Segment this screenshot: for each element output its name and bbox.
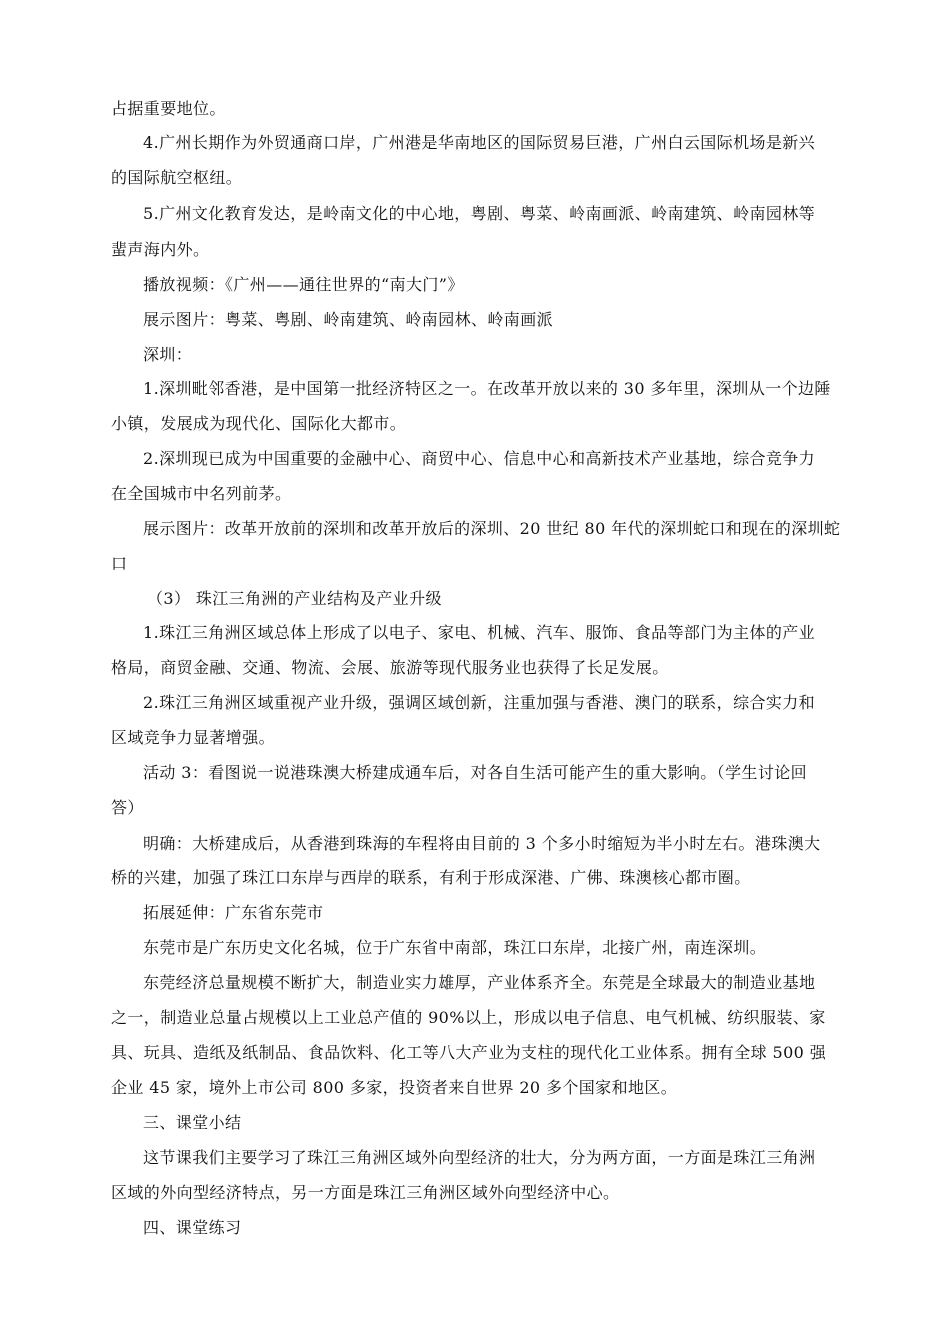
text-line: 1.珠江三角洲区域总体上形成了以电子、家电、机械、汽车、服饰、食品等部门为主体的产业 — [143, 623, 816, 642]
text-line: 播放视频：《广州——通往世界的“南大门”》 — [143, 275, 464, 294]
text-line: 具、玩具、造纸及纸制品、食品饮料、化工等八大产业为支柱的现代化工业体系。拥有全球 500 强 — [111, 1043, 827, 1062]
text-line: 格局，商贸金融、交通、物流、会展、旅游等现代服务业也获得了长足发展。 — [111, 658, 669, 677]
text-line: 2.深圳现已成为中国重要的金融中心、商贸中心、信息中心和高新技术产业基地，综合竞争力 — [143, 449, 816, 468]
text-line: 展示图片：粤菜、粤剧、岭南建筑、岭南园林、岭南画派 — [143, 310, 554, 329]
text-line: 5.广州文化教育发达，是岭南文化的中心地，粤剧、粤菜、岭南画派、岭南建筑、岭南园林等 — [143, 204, 816, 223]
text-line: 蜚声海内外。 — [111, 240, 210, 259]
text-line: 之一，制造业总量占规模以上工业总产值的 90%以上，形成以电子信息、电气机械、纺织服装、家 — [111, 1008, 826, 1027]
text-line: 占据重要地位。 — [111, 99, 226, 118]
text-line: 4.广州长期作为外贸通商口岸，广州港是华南地区的国际贸易巨港，广州白云国际机场是新兴 — [143, 133, 816, 152]
section-heading: 三、课堂小结 — [143, 1113, 242, 1132]
text-line: 1.深圳毗邻香港，是中国第一批经济特区之一。在改革开放以来的 30 多年里，深圳从一个边陲 — [143, 379, 831, 398]
text-line: 展示图片：改革开放前的深圳和改革开放后的深圳、20 世纪 80 年代的深圳蛇口和现在的深圳蛇 — [143, 519, 841, 538]
text-line: 拓展延伸：广东省东莞市 — [143, 903, 324, 922]
text-line: 桥的兴建，加强了珠江口东岸与西岸的联系，有利于形成深港、广佛、珠澳核心都市圈。 — [111, 868, 751, 887]
text-line: 2.珠江三角洲区域重视产业升级，强调区域创新，注重加强与香港、澳门的联系，综合实力和 — [143, 693, 816, 712]
text-line: 东莞经济总量规模不断扩大，制造业实力雄厚，产业体系齐全。东莞是全球最大的制造业基地 — [143, 973, 816, 992]
text-line: 口 — [111, 554, 128, 573]
text-line: 活动 3：看图说一说港珠澳大桥建成通车后，对各自生活可能产生的重大影响。（学生讨论回 — [143, 763, 808, 782]
section-heading: （3） 珠江三角洲的产业结构及产业升级 — [147, 589, 442, 608]
text-line: 这节课我们主要学习了珠江三角洲区域外向型经济的壮大，分为两方面，一方面是珠江三角洲 — [143, 1148, 816, 1167]
text-line: 区域竞争力显著增强。 — [111, 728, 276, 747]
text-line: 企业 45 家，境外上市公司 800 多家，投资者来自世界 20 多个国家和地区。 — [111, 1078, 678, 1097]
text-line: 在全国城市中名列前茅。 — [111, 484, 292, 503]
text-line: 的国际航空枢纽。 — [111, 168, 243, 187]
text-line: 东莞市是广东历史文化名城，位于广东省中南部，珠江口东岸，北接广州，南连深圳。 — [143, 938, 767, 957]
text-line: 深圳： — [143, 345, 193, 364]
text-line: 答） — [111, 798, 144, 817]
text-line: 明确：大桥建成后，从香港到珠海的车程将由目前的 3 个多小时缩短为半小时左右。港珠澳大 — [143, 834, 821, 853]
text-line: 小镇，发展成为现代化、国际化大都市。 — [111, 414, 407, 433]
text-line: 区域的外向型经济特点，另一方面是珠江三角洲区域外向型经济中心。 — [111, 1183, 620, 1202]
section-heading: 四、课堂练习 — [143, 1218, 242, 1237]
